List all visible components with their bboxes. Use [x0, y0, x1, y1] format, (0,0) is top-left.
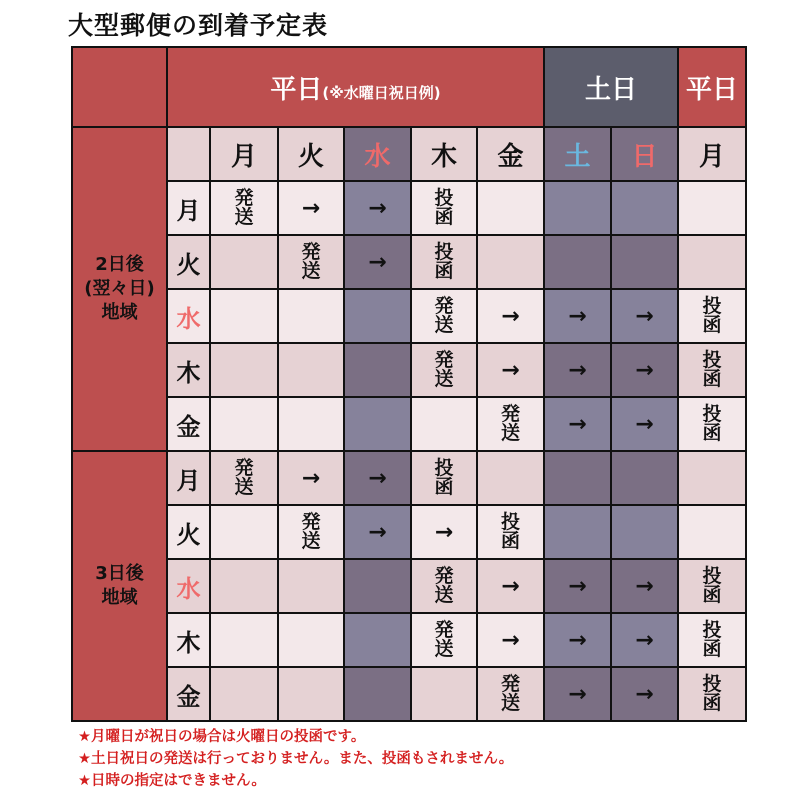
schedule-cell-empty [210, 667, 278, 721]
schedule-cell-deliver [477, 505, 544, 559]
column-header-day: 月 [678, 127, 746, 181]
header-row-days [72, 127, 746, 181]
cell-text: 発送 [434, 619, 454, 660]
row-label-day: 水 [167, 289, 210, 343]
schedule-cell-empty [344, 289, 411, 343]
arrow-icon: → [544, 559, 611, 613]
cell-text: 投函 [434, 241, 454, 282]
schedule-cell-empty [210, 559, 278, 613]
schedule-cell-ship [477, 667, 544, 721]
arrow-icon: → [611, 397, 678, 451]
group-label-2day [72, 127, 167, 451]
schedule-cell-empty [210, 505, 278, 559]
arrow-icon: → [611, 559, 678, 613]
weekday-header [167, 47, 544, 127]
note-item: ★月曜日が祝日の場合は火曜日の投函です。 [78, 729, 366, 745]
arrow-icon: → [278, 451, 344, 505]
schedule-cell-empty [210, 397, 278, 451]
schedule-cell-empty [477, 181, 544, 235]
schedule-cell-empty [344, 397, 411, 451]
schedule-cell-empty [210, 289, 278, 343]
cell-text: 投函 [702, 619, 722, 660]
schedule-cell-empty [678, 451, 746, 505]
arrow-icon: → [477, 613, 544, 667]
column-header-day: 金 [477, 127, 544, 181]
arrow-icon: → [344, 235, 411, 289]
arrow-icon: → [611, 613, 678, 667]
schedule-cell-ship [278, 505, 344, 559]
schedule-cell-empty [544, 451, 611, 505]
notes [78, 726, 513, 792]
schedule-cell-deliver [411, 451, 477, 505]
schedule-cell-empty [678, 235, 746, 289]
schedule-cell-empty [278, 667, 344, 721]
schedule-cell-empty [344, 613, 411, 667]
arrow-icon: → [278, 181, 344, 235]
table-row [72, 667, 746, 721]
arrow-icon: → [611, 343, 678, 397]
cell-text: 発送 [234, 187, 254, 228]
schedule-cell-empty [210, 613, 278, 667]
row-label-day: 木 [167, 343, 210, 397]
schedule-cell-empty [278, 343, 344, 397]
group-label-line: 2日後 [95, 253, 144, 275]
schedule-cell-deliver [678, 397, 746, 451]
delivery-schedule-table [71, 46, 747, 722]
schedule-cell-empty [278, 559, 344, 613]
cell-text: 投函 [702, 295, 722, 336]
schedule-cell-empty [210, 235, 278, 289]
schedule-cell-deliver [678, 343, 746, 397]
column-header-day: 木 [411, 127, 477, 181]
schedule-cell-ship [411, 343, 477, 397]
row-label-day: 金 [167, 397, 210, 451]
arrow-icon: → [344, 505, 411, 559]
arrow-icon: → [344, 451, 411, 505]
schedule-cell-empty [278, 397, 344, 451]
schedule-cell-ship [411, 559, 477, 613]
group-label-line: 地域 [101, 302, 138, 324]
corner-cell [72, 47, 167, 127]
table-row [72, 613, 746, 667]
column-header-day: 日 [611, 127, 678, 181]
weekday-label: 平日 [270, 74, 323, 105]
arrow-icon: → [611, 667, 678, 721]
arrow-icon: → [544, 667, 611, 721]
cell-text: 発送 [301, 511, 321, 552]
group-label-line: (翌々日) [84, 277, 155, 299]
table-row [72, 289, 746, 343]
table-row [72, 181, 746, 235]
schedule-cell-ship [210, 181, 278, 235]
weekend-header [544, 47, 678, 127]
schedule-cell-ship [477, 397, 544, 451]
table-row [72, 505, 746, 559]
schedule-cell-deliver [678, 667, 746, 721]
schedule-cell-deliver [678, 289, 746, 343]
schedule-cell-deliver [411, 235, 477, 289]
schedule-cell-empty [544, 505, 611, 559]
schedule-cell-empty [411, 397, 477, 451]
schedule-cell-empty [278, 289, 344, 343]
table-row [72, 559, 746, 613]
column-header-day: 月 [210, 127, 278, 181]
header-row-periods [72, 47, 746, 127]
schedule-cell-empty [611, 181, 678, 235]
arrow-icon: → [544, 343, 611, 397]
schedule-cell-empty [344, 667, 411, 721]
column-header-day: 土 [544, 127, 611, 181]
cell-text: 発送 [500, 673, 520, 714]
schedule-cell-empty [544, 181, 611, 235]
cell-text: 発送 [301, 241, 321, 282]
cell-text: 投函 [500, 511, 520, 552]
schedule-cell-empty [611, 235, 678, 289]
schedule-cell-deliver [678, 613, 746, 667]
schedule-cell-empty [344, 559, 411, 613]
corner-blank [167, 127, 210, 181]
schedule-cell-empty [611, 451, 678, 505]
schedule-cell-ship [210, 451, 278, 505]
row-label-day: 月 [167, 181, 210, 235]
schedule-cell-empty [210, 343, 278, 397]
row-label-day: 火 [167, 505, 210, 559]
schedule-cell-deliver [411, 181, 477, 235]
column-header-day: 水 [344, 127, 411, 181]
page-title: 大型郵便の到着予定表 [68, 11, 329, 40]
cell-text: 発送 [500, 403, 520, 444]
cell-text: 投函 [702, 403, 722, 444]
schedule-cell-ship [411, 613, 477, 667]
weekday2-header [678, 47, 746, 127]
arrow-icon: → [477, 559, 544, 613]
schedule-cell-empty [477, 451, 544, 505]
arrow-icon: → [611, 289, 678, 343]
schedule-cell-empty [411, 667, 477, 721]
group-label-line: 3日後 [95, 562, 144, 584]
schedule-cell-empty [477, 235, 544, 289]
cell-text: 投函 [434, 187, 454, 228]
arrow-icon: → [411, 505, 477, 559]
row-label-day: 水 [167, 559, 210, 613]
row-label-day: 火 [167, 235, 210, 289]
schedule-cell-empty [344, 343, 411, 397]
group-label-line: 地域 [101, 587, 138, 608]
schedule-cell-empty [611, 505, 678, 559]
cell-text: 投函 [702, 349, 722, 390]
arrow-icon: → [344, 181, 411, 235]
note-item: ★日時の指定はできません。 [78, 773, 266, 789]
arrow-icon: → [544, 613, 611, 667]
schedule-cell-empty [678, 181, 746, 235]
arrow-icon: → [477, 343, 544, 397]
schedule-cell-ship [411, 289, 477, 343]
cell-text: 投函 [434, 457, 454, 498]
row-label-day: 月 [167, 451, 210, 505]
schedule-cell-empty [678, 505, 746, 559]
group-label-3day [72, 451, 167, 721]
schedule-cell-empty [544, 235, 611, 289]
schedule-cell-ship [278, 235, 344, 289]
schedule-cell-empty [278, 613, 344, 667]
cell-text: 発送 [434, 295, 454, 336]
arrow-icon: → [477, 289, 544, 343]
arrow-icon: → [544, 289, 611, 343]
cell-text: 発送 [434, 349, 454, 390]
cell-text: 投函 [702, 673, 722, 714]
note-item: ★土日祝日の発送は行っておりません。また、投函もされません。 [78, 751, 514, 767]
schedule-cell-deliver [678, 559, 746, 613]
table-row [72, 451, 746, 505]
table-row [72, 397, 746, 451]
table-row [72, 235, 746, 289]
weekend-label: 土日 [584, 74, 637, 105]
cell-text: 発送 [234, 457, 254, 498]
table-row [72, 343, 746, 397]
weekday-note: (※水曜日祝日例) [322, 83, 441, 102]
row-label-day: 金 [167, 667, 210, 721]
row-label-day: 木 [167, 613, 210, 667]
weekday2-label: 平日 [685, 74, 738, 105]
cell-text: 発送 [434, 565, 454, 606]
arrow-icon: → [544, 397, 611, 451]
cell-text: 投函 [702, 565, 722, 606]
column-header-day: 火 [278, 127, 344, 181]
